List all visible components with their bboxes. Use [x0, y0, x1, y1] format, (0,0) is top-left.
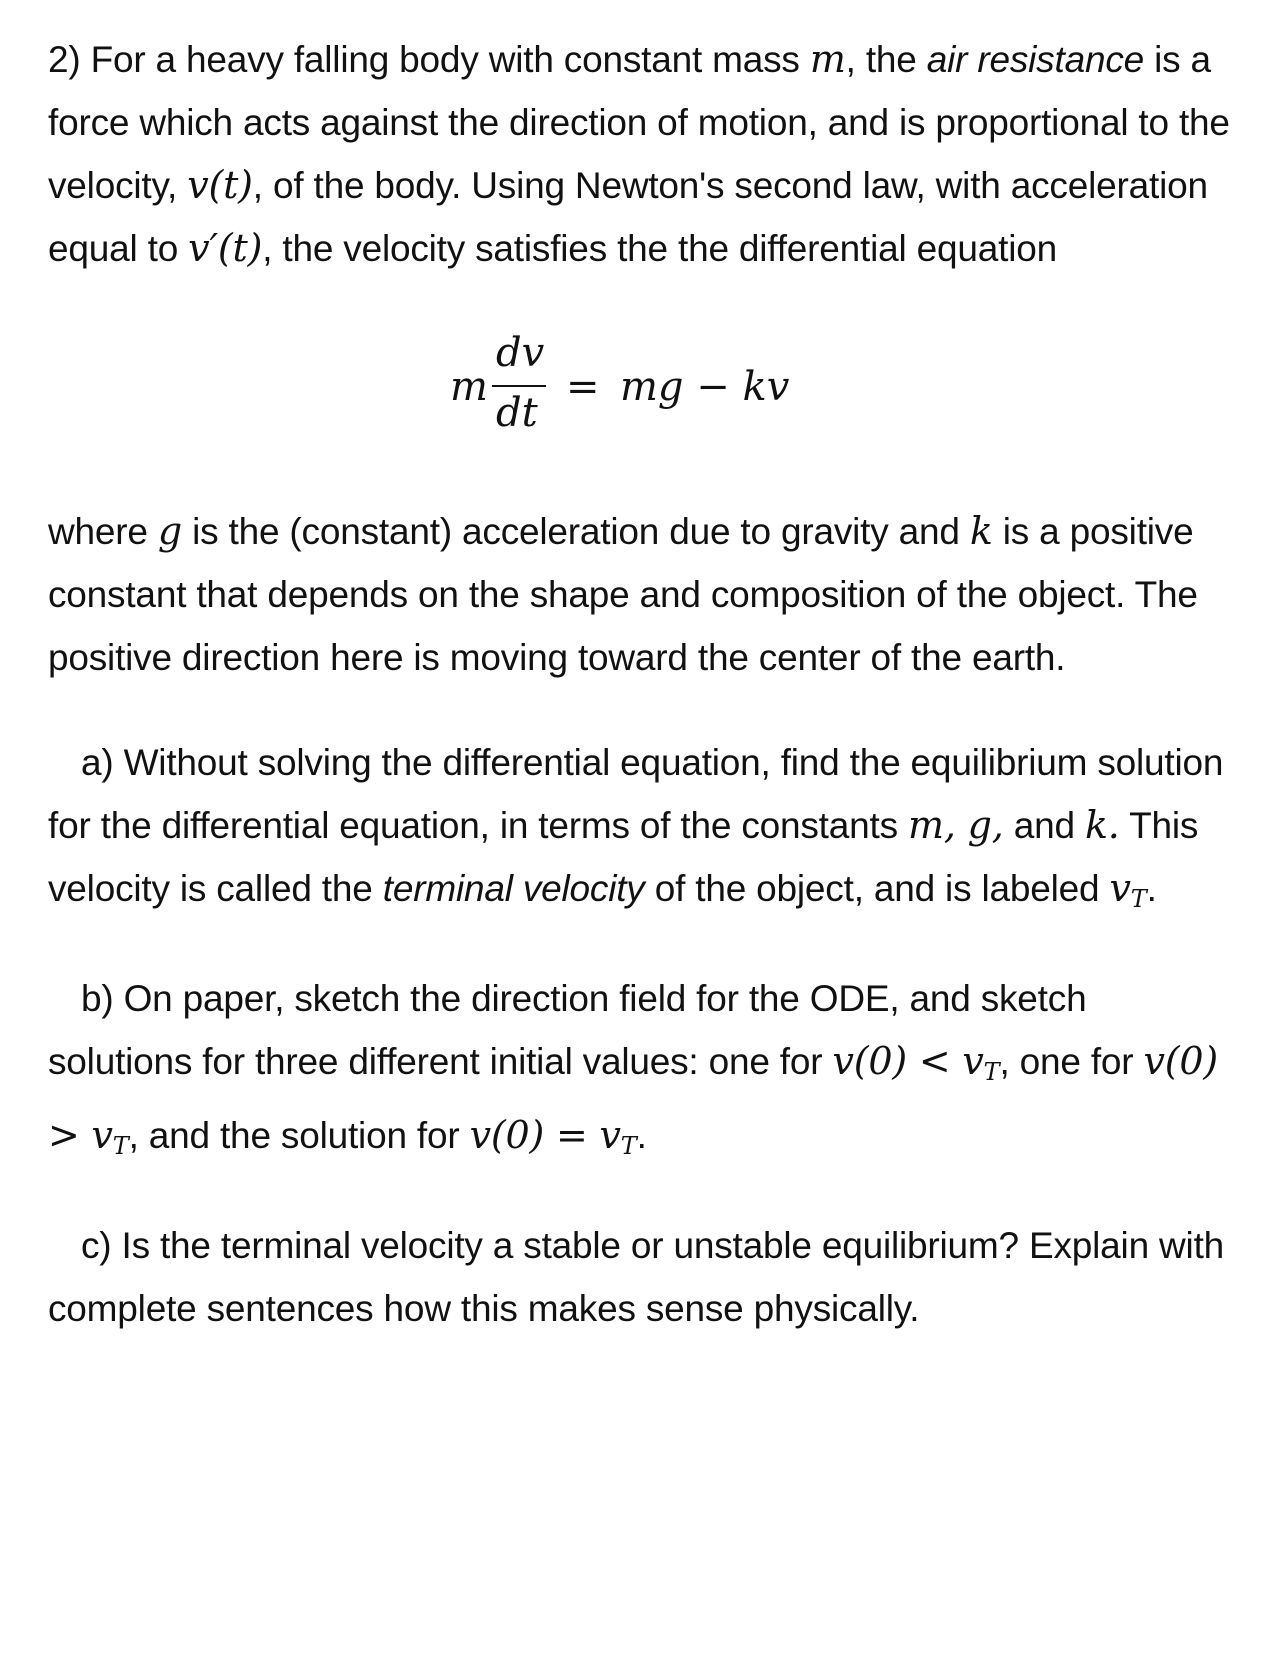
explanation-text-2: is the (constant) acceleration due to gravity and	[192, 511, 960, 552]
condition-2-main: v(0) > v	[48, 1039, 1219, 1157]
intro-text-3: is a force which acts against the direction of motion, and is proportional to the velocity,	[48, 39, 1230, 206]
velocity-function: v(t)	[187, 163, 253, 207]
k-constant-symbol: k.	[1084, 803, 1120, 847]
problem-document	[48, 28, 1238, 1340]
part-b	[48, 967, 1238, 1178]
condition-2-subscript: T	[112, 1132, 129, 1160]
differential-equation	[48, 280, 1238, 500]
condition-less-than	[832, 1039, 1000, 1086]
fraction-numerator: dv	[496, 330, 545, 376]
explanation-text-3: is a positive constant that depends on the shape and composition of the object. The positive direction here is moving toward the center of the earth.	[48, 511, 1198, 678]
condition-1-main: v(0) < v	[832, 1039, 984, 1083]
intro-text-1: 2) For a heavy falling body with constant mass	[48, 39, 800, 80]
fraction-denominator: dt	[496, 390, 538, 436]
condition-1-subscript: T	[983, 1058, 1000, 1086]
condition-equal	[469, 1113, 637, 1160]
equation-rhs: mg − kv	[620, 364, 790, 410]
part-a-text-3: This velocity is called the	[48, 805, 1199, 909]
constants-symbols: m, g,	[908, 803, 1004, 847]
equation-explanation	[48, 500, 1238, 689]
terminal-velocity-term: terminal velocity	[382, 868, 645, 909]
part-a-text-2: and	[1013, 805, 1075, 846]
part-b-text-2: , one for	[999, 1041, 1134, 1082]
equals-sign: =	[566, 364, 600, 410]
part-b-text-4: .	[636, 1115, 647, 1156]
part-b-text-3: , and the solution for	[128, 1115, 460, 1156]
mass-symbol: m	[809, 37, 846, 81]
air-resistance-term: air resistance	[926, 39, 1144, 80]
problem-intro	[48, 28, 1238, 280]
part-c-text: c) Is the terminal velocity a stable or unstable equilibrium? Explain with complete sentences how this makes sense physically.	[48, 1225, 1225, 1329]
part-a-text-5: .	[1146, 868, 1157, 909]
explanation-text-1: where	[48, 511, 148, 552]
equation-lhs-coeff: m	[450, 364, 488, 410]
gravity-symbol: g	[157, 509, 183, 553]
condition-3-subscript: T	[620, 1132, 637, 1160]
vT-subscript: T	[1130, 885, 1147, 913]
intro-text-2: , the	[845, 39, 917, 80]
terminal-velocity-symbol	[1109, 866, 1147, 913]
part-a	[48, 731, 1238, 931]
condition-3-main: v(0) = v	[469, 1113, 621, 1157]
vT-base: v	[1109, 866, 1131, 910]
velocity-derivative: v′(t)	[188, 226, 263, 270]
intro-text-4: , of the body. Using Newton's second law, with acceleration equal to	[48, 165, 1208, 269]
part-c	[48, 1214, 1238, 1340]
part-a-text-1: a) Without solving the differential equation, find the equilibrium solution for the differential equation, in terms of the constants	[48, 742, 1224, 846]
intro-text-5: , the velocity satisfies the the differential equation	[262, 228, 1057, 269]
part-a-text-4: of the object, and is labeled	[654, 868, 1100, 909]
k-symbol: k	[969, 509, 993, 553]
part-b-text-1: b) On paper, sketch the direction field for the ODE, and sketch solutions for three different initial values: one for	[48, 978, 1087, 1082]
fraction-bar	[492, 385, 546, 387]
